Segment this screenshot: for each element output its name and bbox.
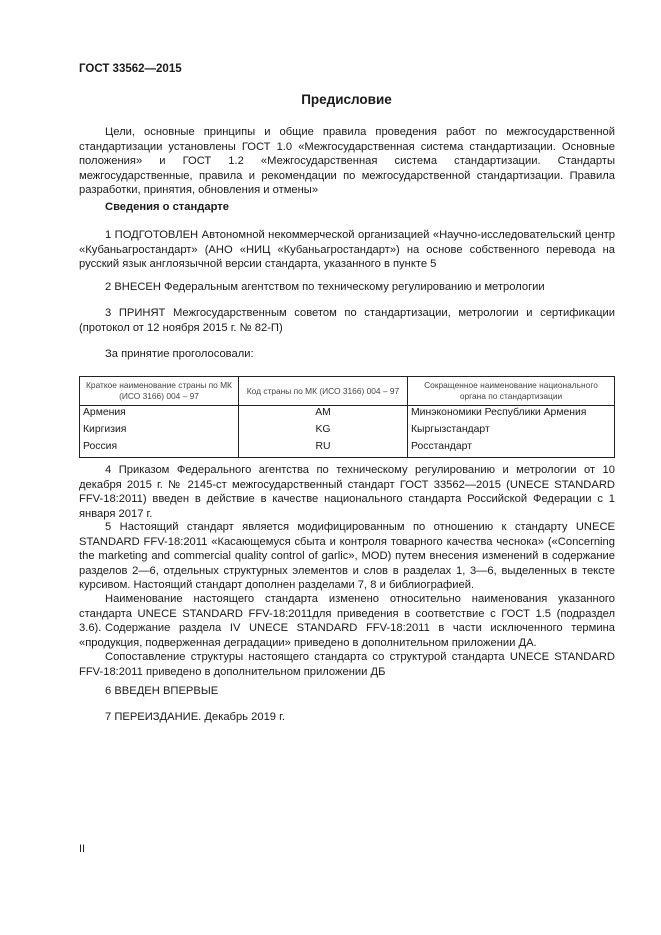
table-header-row	[80, 377, 615, 406]
paragraph-5c: Содержание раздела IV UNECE STANDARD FFV-18:2011 в части исключенного термина «продукция, подверженная деградации» приведено в дополнительном приложении ДА.	[79, 622, 615, 649]
paragraph-3: 3 ПРИНЯТ Межгосударственным советом по стандартизации, метрологии и сертификации (протокол от 12 ноября 2015 г. № 82-П)	[79, 307, 615, 334]
table-row	[80, 440, 615, 458]
table-cell-code: AM	[239, 406, 408, 424]
paragraph-5b: Наименование настоящего стандарта изменено относительно наименования указанного стандарта UNECE STANDARD FFV-18:2011для приведения в соответствие с ГОСТ 1.5 (подраздел 3.6).	[79, 593, 615, 635]
table-header-country: Краткое наименование страны по МК (ИСО 3166) 004 – 97	[80, 377, 239, 406]
table-cell-country: Армения	[80, 406, 239, 424]
table-cell-country: Россия	[80, 440, 239, 458]
table-cell-code: KG	[239, 423, 408, 440]
table-row	[80, 406, 615, 424]
table-row	[80, 423, 615, 440]
table-cell-country: Киргизия	[80, 423, 239, 440]
document-header: ГОСТ 33562—2015	[79, 63, 182, 75]
voted-label: За принятие проголосовали:	[105, 348, 254, 360]
paragraph-1: 1 ПОДГОТОВЛЕН Автономной некоммерческой организацией «Научно-исследовательский центр «Кубаньагростандарт» (АНО «НИЦ «Кубаньагростандарт») на основе собственного перевода на русский язык англоязычной версии стандарта, указанного в пункте 5	[79, 229, 615, 271]
paragraph-7: 7 ПЕРЕИЗДАНИЕ. Декабрь 2019 г.	[105, 711, 285, 723]
table-cell-agency: Кыргызстандарт	[408, 423, 615, 440]
paragraph-2: 2 ВНЕСЕН Федеральным агентством по техническому регулированию и метрологии	[105, 281, 545, 293]
table-header-agency: Сокращенное наименование национального органа по стандартизации	[408, 377, 615, 406]
table-cell-agency: Росстандарт	[408, 440, 615, 458]
page-number: II	[79, 843, 86, 855]
section-subtitle: Сведения о стандарте	[105, 201, 229, 213]
intro-paragraph: Цели, основные принципы и общие правила проведения работ по межгосударственной стандартизации установлены ГОСТ 1.0 «Межгосударственная система стандартизации. Основные положения» и ГОСТ 1.2 «Межгосударственная система стандартизации. Стандарты межгосударственные, правила и рекомендации по межгосударственной стандартизации. Правила разработки, принятия, обновления и отмены»	[79, 126, 615, 197]
page-title: Предисловие	[301, 92, 392, 107]
paragraph-4: 4 Приказом Федерального агентства по техническому регулированию и метрологии от 10 декабря 2015 г. № 2145-ст межгосударственный стандарт ГОСТ 33562—2015 (UNECE STANDARD FFV-18:2011) введен в действие в качестве национального стандарта Российской Федерации с 1 января 2017 г.	[79, 464, 615, 520]
paragraph-5: 5 Настоящий стандарт является модифицированным по отношению к стандарту UNECE STANDARD FFV-18:2011 «Касающемуся сбыта и контроля товарного качества чеснока» («Concerning the marketing and commercial quality control of garlic», MOD) путем внесения изменений в содержание разделов 2—6, отдельных структурных элементов и слов в разделах 1, 3—6, выделенных в тексте курсивом. Настоящий стандарт дополнен разделами 7, 8 и библиографией.	[79, 521, 615, 592]
table-cell-code: RU	[239, 440, 408, 458]
paragraph-5d: Сопоставление структуры настоящего стандарта со структурой стандарта UNECE STANDARD FFV-18:2011 приведено в дополнительном приложении ДБ	[79, 651, 615, 678]
voting-table	[79, 376, 615, 458]
paragraph-6: 6 ВВЕДЕН ВПЕРВЫЕ	[105, 685, 219, 697]
table-header-code: Код страны по МК (ИСО 3166) 004 – 97	[239, 377, 408, 406]
table-cell-agency: Минэкономики Республики Армения	[408, 406, 615, 424]
